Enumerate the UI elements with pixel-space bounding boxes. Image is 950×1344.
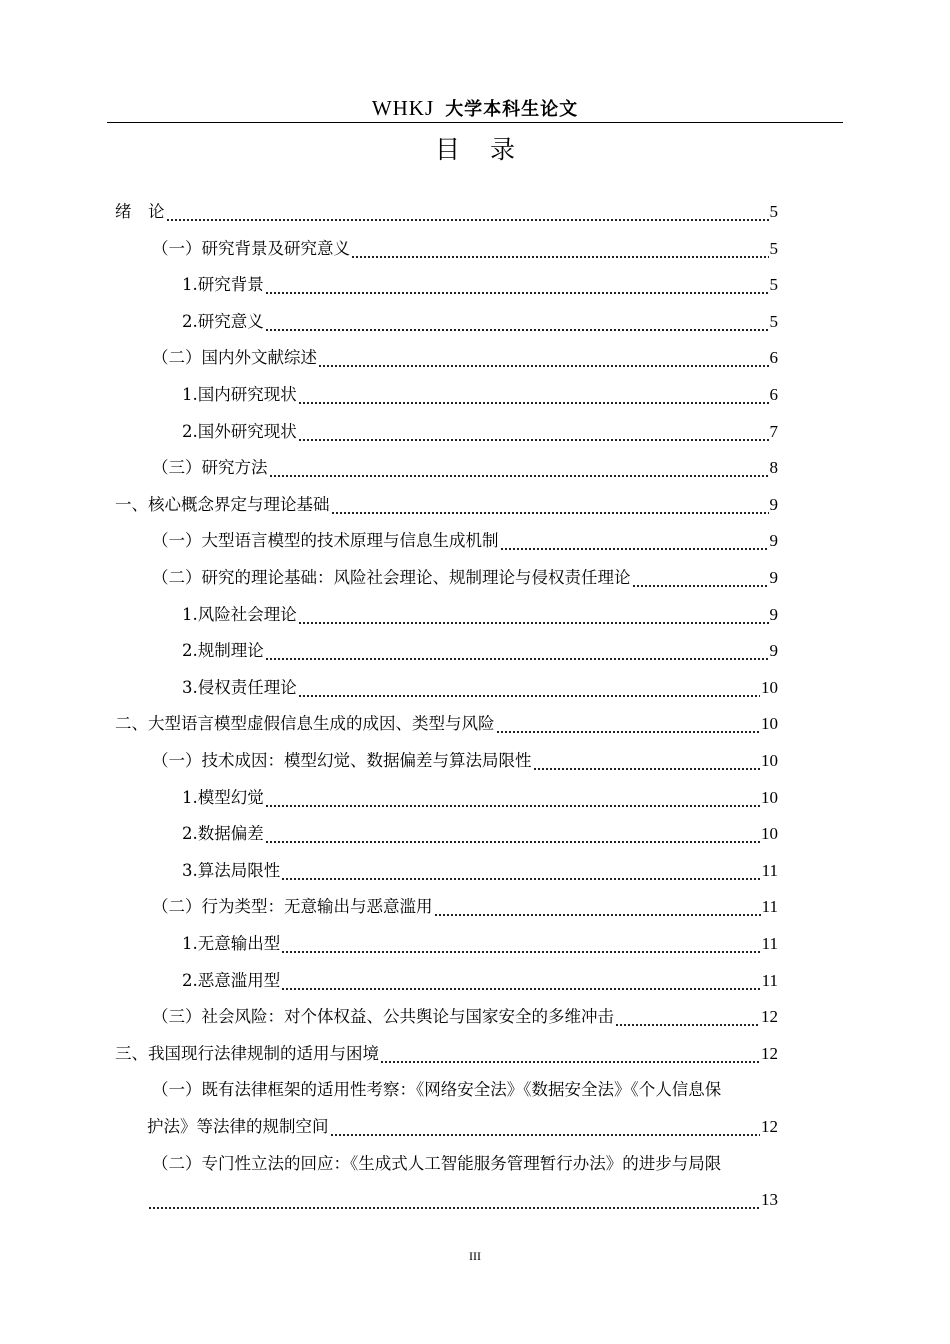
dot-leader	[380, 1036, 760, 1072]
dot-leader	[331, 487, 769, 523]
dot-leader	[281, 926, 760, 962]
toc-entry-label: 1.无意输出型	[182, 934, 281, 953]
dot-leader	[318, 340, 769, 376]
toc-entry-page: 12	[761, 1117, 778, 1136]
page-number: III	[469, 1249, 481, 1263]
dot-leader	[298, 670, 760, 706]
dot-leader	[351, 231, 769, 267]
toc-entry-page: 11	[761, 934, 778, 953]
toc-entry-page: 9	[769, 494, 778, 514]
toc-entry-page: 11	[761, 860, 778, 880]
toc-entry-label: （一）研究背景及研究意义	[152, 238, 350, 258]
toc-entry[interactable]	[182, 377, 778, 413]
toc-entry-label: 2.数据偏差	[182, 824, 264, 844]
toc-entry[interactable]	[182, 304, 778, 340]
toc-entry-page: 13	[761, 1190, 778, 1210]
header-latin: WHKJ	[371, 96, 435, 120]
toc-entry[interactable]	[182, 414, 778, 450]
toc-entry[interactable]	[182, 780, 778, 816]
toc-entry[interactable]	[152, 340, 778, 376]
toc-entry-page: 9	[769, 604, 778, 624]
toc-entry-label: （二）研究的理论基础：风险社会理论、规制理论与侵权责任理论	[152, 568, 631, 587]
dot-leader	[265, 267, 769, 303]
dot-leader	[298, 597, 769, 633]
toc-entry-page: 10	[761, 751, 778, 770]
toc-entry[interactable]	[152, 999, 778, 1035]
dot-leader	[265, 780, 760, 816]
toc-entry-page: 12	[761, 1043, 778, 1063]
toc-entry-page: 5	[769, 202, 778, 221]
toc-entry[interactable]	[182, 853, 778, 889]
toc-entry[interactable]	[182, 633, 778, 669]
toc-entry-label: 2.国外研究现状	[182, 421, 297, 441]
toc-entry-label: 护法》等法律的规制空间	[147, 1117, 329, 1136]
dot-leader	[269, 450, 769, 486]
toc-entry-page: 10	[761, 714, 778, 734]
toc-entry-page: 10	[761, 824, 778, 844]
toc-entry-page: 9	[769, 641, 778, 661]
toc-entry-label: 一、核心概念界定与理论基础	[115, 494, 330, 514]
dot-leader	[615, 999, 760, 1035]
dot-leader	[281, 853, 760, 889]
dot-leader	[533, 743, 761, 779]
toc-entry-page: 5	[769, 275, 778, 295]
toc-entry-page: 8	[769, 458, 778, 478]
toc-entry-page: 9	[769, 568, 778, 587]
toc-entry[interactable]	[182, 963, 778, 999]
dot-leader	[496, 706, 761, 742]
running-header	[107, 94, 843, 122]
toc-entry-page: 5	[769, 311, 778, 331]
toc-entry-label: 1.模型幻觉	[182, 787, 264, 807]
toc-entry-label: （三）研究方法	[152, 458, 268, 478]
toc-entry-wrapped-continuation[interactable]	[147, 1182, 778, 1218]
toc-entry-label: （一）技术成因：模型幻觉、数据偏差与算法局限性	[152, 751, 532, 770]
toc-entry-wrapped-continuation[interactable]	[147, 1109, 778, 1145]
toc-entry-label: 三、我国现行法律规制的适用与困境	[115, 1043, 379, 1063]
toc-entry-page: 6	[769, 348, 778, 368]
toc-entry[interactable]	[115, 706, 778, 742]
dot-leader	[265, 304, 769, 340]
toc-entry-label: 1.风险社会理论	[182, 604, 297, 624]
toc-entry-label: 绪 论	[115, 202, 165, 221]
dot-leader	[434, 889, 761, 925]
toc-entry-label: 3.算法局限性	[182, 860, 281, 880]
toc-entry[interactable]	[152, 450, 778, 486]
dot-leader	[166, 194, 769, 230]
toc-entry-page: 10	[761, 677, 778, 697]
toc-entry-label: （一）大型语言模型的技术原理与信息生成机制	[152, 531, 499, 551]
toc-entry-label: 2.恶意滥用型	[182, 970, 281, 990]
toc-entry-label: （三）社会风险：对个体权益、公共舆论与国家安全的多维冲击	[152, 1007, 614, 1027]
toc-entry-page: 10	[761, 787, 778, 807]
toc-entry[interactable]	[152, 231, 778, 267]
toc-entry-page: 9	[769, 531, 778, 551]
dot-leader	[265, 816, 760, 852]
toc-entry-page: 7	[769, 421, 778, 441]
dot-leader	[281, 963, 760, 999]
toc-entry[interactable]	[152, 743, 778, 779]
toc-entry-label: （二）行为类型：无意输出与恶意滥用	[152, 897, 433, 917]
toc-entry[interactable]	[115, 194, 778, 230]
toc-entry-label: 2.研究意义	[182, 311, 264, 331]
header-rule	[107, 122, 843, 123]
toc-entry-label: 1.研究背景	[182, 275, 264, 295]
dot-leader	[330, 1109, 761, 1145]
toc-entry[interactable]	[152, 560, 778, 596]
toc-entry[interactable]	[182, 267, 778, 303]
toc-entry[interactable]	[182, 926, 778, 962]
header-title: 大学本科生论文	[445, 99, 579, 120]
toc-entry[interactable]	[115, 487, 778, 523]
toc-entry[interactable]	[115, 1036, 778, 1072]
toc-entry-page: 5	[769, 238, 778, 258]
toc-entry-wrapped-first-line[interactable]: （二）专门性立法的回应：《生成式人工智能服务管理暂行办法》的进步与局限	[152, 1153, 722, 1173]
toc-entry-label: 1.国内研究现状	[182, 385, 297, 404]
dot-leader	[298, 414, 769, 450]
toc-entry[interactable]	[152, 889, 778, 925]
toc-entry-label: 二、大型语言模型虚假信息生成的成因、类型与风险	[115, 714, 495, 734]
toc-entry-page: 11	[761, 970, 778, 990]
toc-entry-label: 2.规制理论	[182, 641, 264, 661]
dot-leader	[298, 377, 769, 413]
dot-leader	[265, 633, 769, 669]
dot-leader	[632, 560, 769, 596]
toc-title: 目录	[434, 135, 545, 164]
toc-entry-label: 3.侵权责任理论	[182, 677, 297, 697]
toc-entry[interactable]	[182, 816, 778, 852]
toc-entry-label: （二）国内外文献综述	[152, 348, 317, 368]
dot-leader	[500, 523, 769, 559]
toc-entry-page: 6	[769, 385, 778, 404]
toc-entry-page: 12	[761, 1007, 778, 1027]
toc-entry[interactable]	[182, 597, 778, 633]
toc-entry-page: 11	[761, 897, 778, 917]
toc-entry[interactable]	[152, 523, 778, 559]
dot-leader	[148, 1182, 760, 1218]
toc-entry-wrapped-first-line[interactable]: （一）既有法律框架的适用性考察：《网络安全法》《数据安全法》《个人信息保	[152, 1080, 722, 1100]
toc-entry[interactable]	[182, 670, 778, 706]
